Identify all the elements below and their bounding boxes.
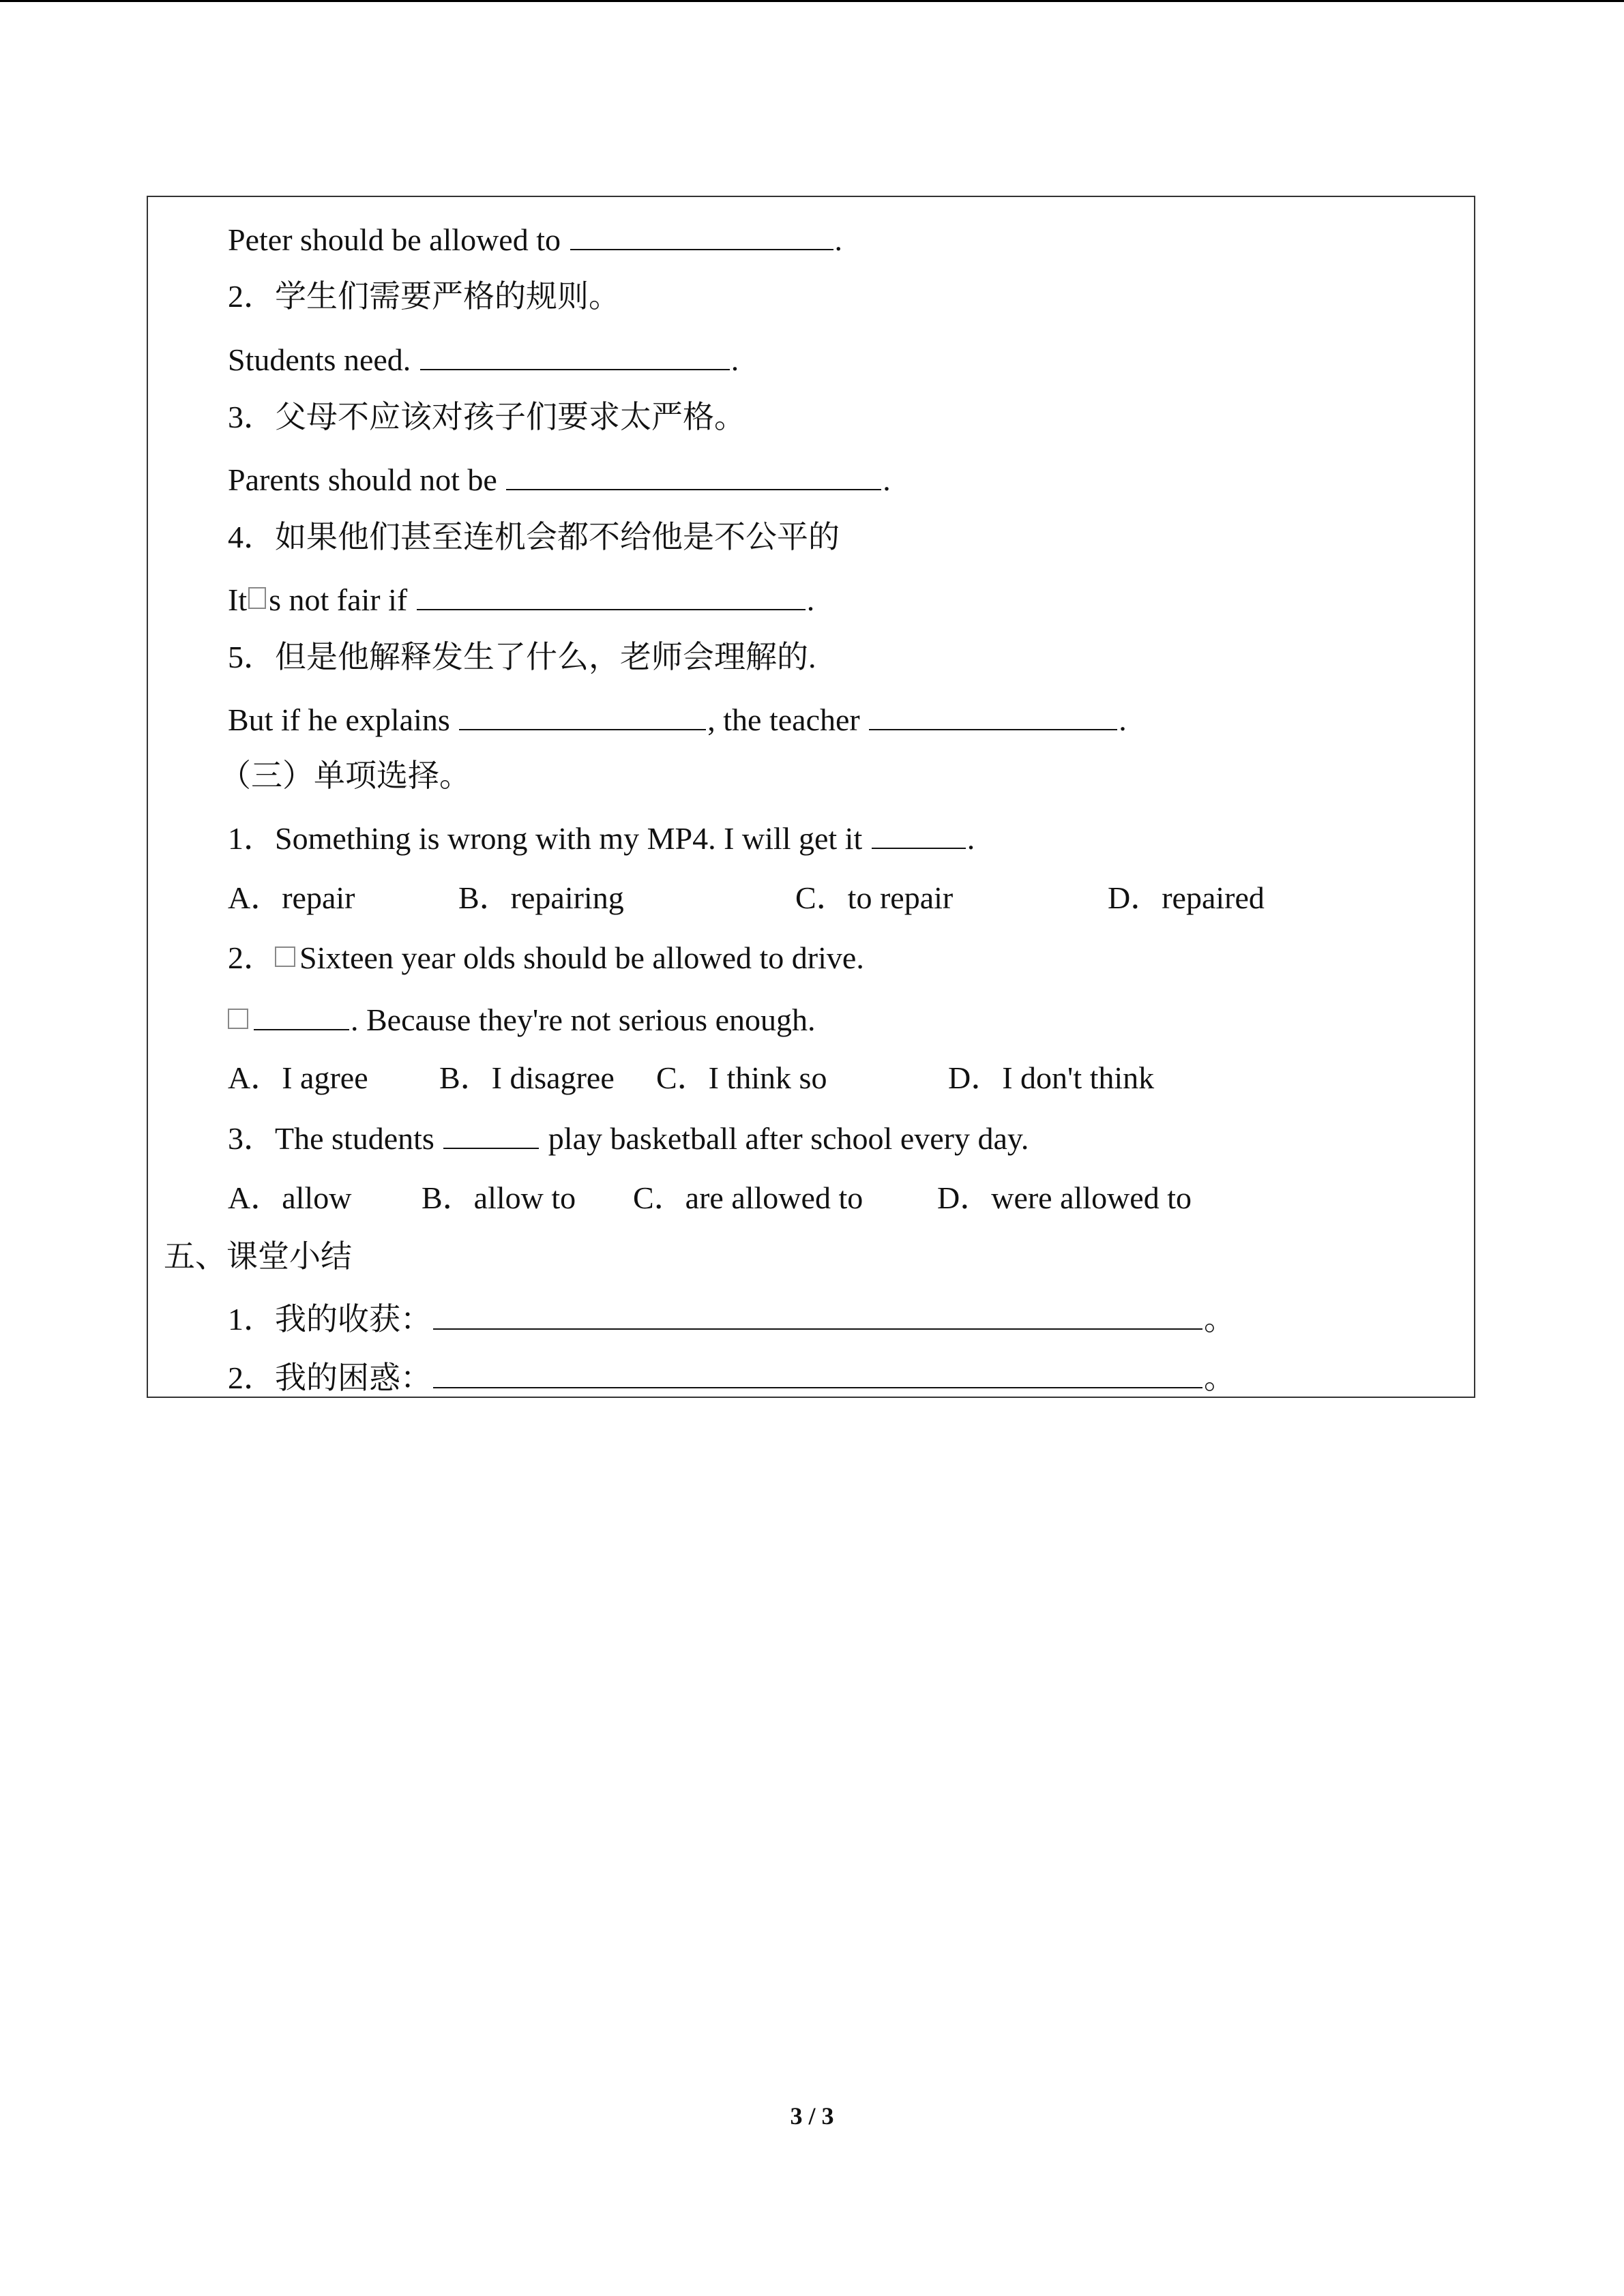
translation-answer-1: Peter should be allowed to .: [228, 219, 842, 260]
question-1-options: [228, 878, 1387, 919]
top-rule: [0, 0, 1624, 2]
question-1: 1．Something is wrong with my MP4. I will get it .: [228, 818, 975, 859]
answer-blank[interactable]: [869, 699, 1117, 730]
translation-answer-2: Students need. .: [228, 339, 739, 380]
option-b[interactable]: B．I disagree: [439, 1060, 615, 1095]
question-3: 3．The students play basketball after school every day.: [228, 1118, 1029, 1159]
option-d[interactable]: D．repaired: [1108, 880, 1265, 915]
translation-prompt-4: 4．如果他们甚至连机会都不给他是不公平的: [228, 520, 840, 554]
translation-prompt-3: 3．父母不应该对孩子们要求太严格。: [228, 400, 745, 434]
summary-confusions: 2．我的困惑： 。: [228, 1357, 1235, 1398]
answer-blank[interactable]: [506, 459, 881, 490]
question-2-line-1: 2． Sixteen year olds should be allowed to drive.: [228, 940, 864, 975]
question-2-line-2: . Because they're not serious enough.: [228, 999, 816, 1040]
missing-glyph-icon: [228, 1009, 248, 1029]
section-heading-multiple-choice: （三）单项选择。: [220, 758, 471, 793]
translation-answer-5: But if he explains , the teacher .: [228, 699, 1127, 740]
sentence-text: Peter should be allowed to: [228, 222, 569, 257]
answer-blank[interactable]: [420, 339, 730, 370]
option-b[interactable]: B．repairing: [458, 880, 624, 915]
option-c[interactable]: C．to repair: [795, 880, 954, 915]
answer-blank[interactable]: [570, 219, 833, 250]
translation-prompt-5: 5．但是他解释发生了什么，老师会理解的.: [228, 640, 816, 674]
option-d[interactable]: D．I don't think: [948, 1060, 1155, 1095]
option-d[interactable]: D．were allowed to: [937, 1180, 1192, 1215]
answer-blank[interactable]: [459, 699, 706, 730]
answer-blank[interactable]: [433, 1298, 1202, 1330]
summary-gains: 1．我的收获： 。: [228, 1298, 1235, 1339]
question-3-options: [228, 1178, 1387, 1219]
answer-blank[interactable]: [872, 818, 966, 849]
translation-answer-4: It s not fair if .: [228, 579, 814, 620]
option-a[interactable]: A．I agree: [228, 1060, 368, 1095]
option-b[interactable]: B．allow to: [422, 1180, 576, 1215]
page-number: 3 / 3: [790, 2102, 834, 2130]
option-a[interactable]: A．repair: [228, 880, 355, 915]
answer-blank[interactable]: [417, 579, 806, 610]
option-a[interactable]: A．allow: [228, 1180, 352, 1215]
answer-blank[interactable]: [443, 1118, 539, 1149]
answer-blank[interactable]: [254, 999, 349, 1030]
section-heading-class-summary: 五、课堂小结: [164, 1239, 352, 1274]
missing-glyph-icon: [275, 946, 295, 967]
option-c[interactable]: C．I think so: [656, 1060, 827, 1095]
translation-prompt-2: 2．学生们需要严格的规则。: [228, 279, 620, 314]
answer-blank[interactable]: [433, 1357, 1202, 1388]
question-2-options: [228, 1058, 1387, 1099]
missing-glyph-icon: [248, 587, 266, 609]
translation-answer-3: Parents should not be .: [228, 459, 891, 500]
option-c[interactable]: C．are allowed to: [633, 1180, 863, 1215]
